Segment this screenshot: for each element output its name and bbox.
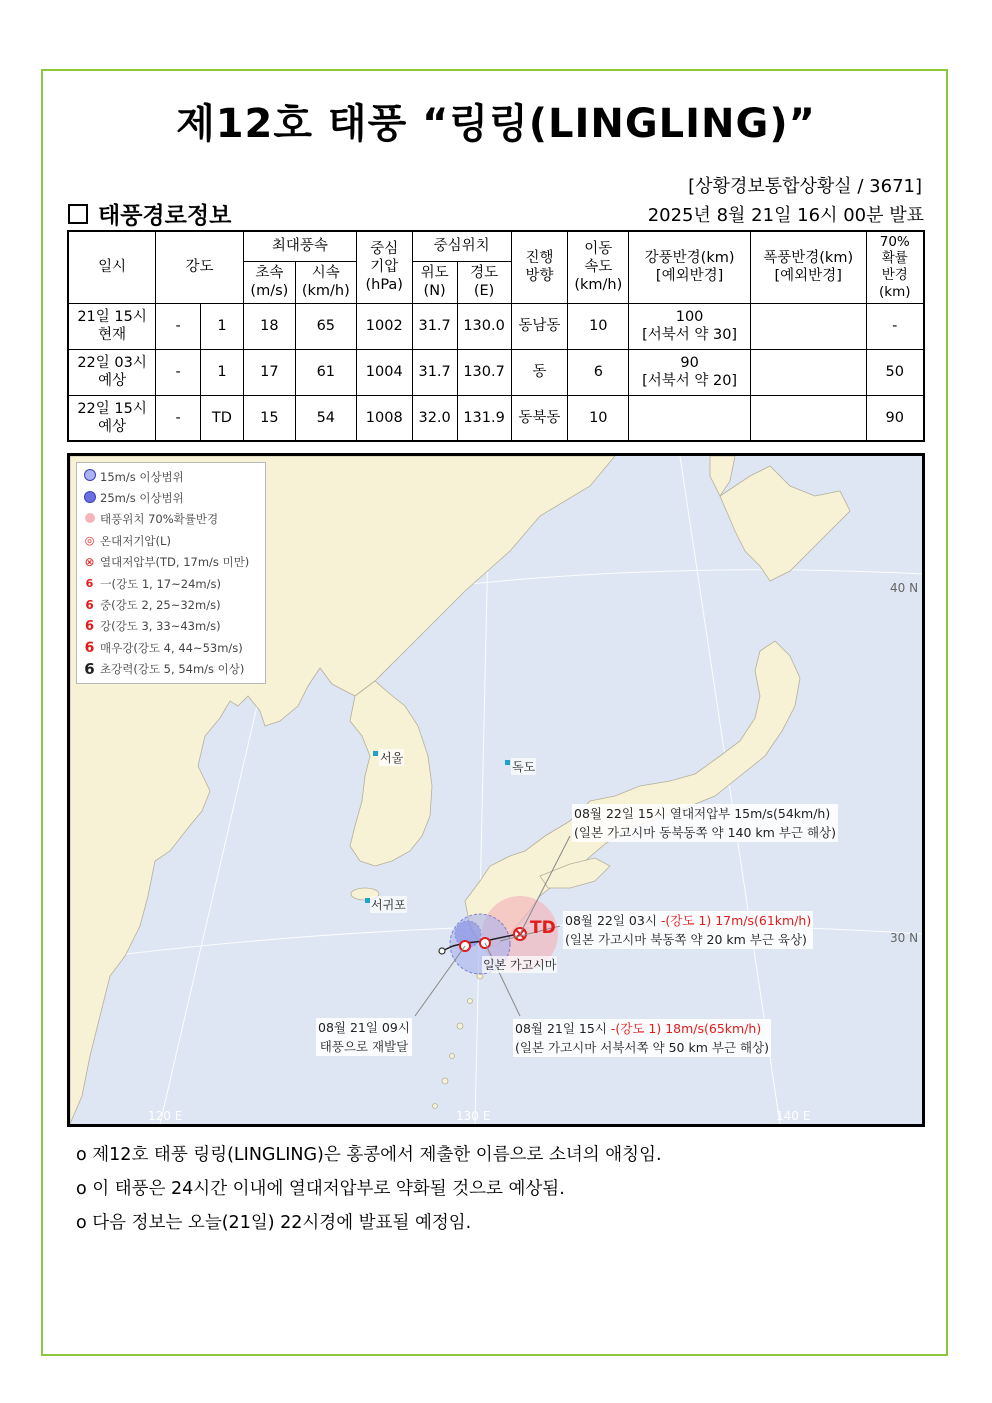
- row-wind-ms: 15: [243, 395, 295, 441]
- legend-item: [77, 466, 265, 487]
- label-40n: 40 N: [890, 581, 919, 595]
- row-prob: -: [866, 303, 924, 349]
- row-wind-kmh: 65: [295, 303, 356, 349]
- row-prob: 50: [866, 349, 924, 395]
- section-title: 태풍경로정보: [98, 203, 232, 229]
- row-storm: [750, 303, 866, 349]
- legend-label: 매우강(강도 4, 44~53m/s): [100, 640, 243, 655]
- legend-label: 온대저기압(L): [100, 533, 171, 548]
- row-intensity: 1: [201, 349, 244, 395]
- header-wind-ms: 초속 (m/s): [243, 261, 295, 303]
- header-storm-radius: 폭풍반경(km) [예외반경]: [750, 231, 866, 303]
- legend-label: 강(강도 3, 33~43m/s): [100, 619, 221, 634]
- past-position-icon: [439, 948, 445, 954]
- table-row: [68, 303, 924, 349]
- legend-item: [77, 530, 265, 551]
- row-lon: 130.0: [457, 303, 511, 349]
- row-wind-kmh: 61: [295, 349, 356, 395]
- row-speed: 10: [568, 303, 629, 349]
- header-wind-kmh: 시속 (km/h): [295, 261, 356, 303]
- legend-label: 一(강도 1, 17~24m/s): [100, 576, 221, 591]
- row-intensity: 1: [201, 303, 244, 349]
- label-130e: 130 E: [456, 1109, 491, 1123]
- legend-label: 태풍위치 70%확률반경: [100, 512, 219, 527]
- place-dokdo: 독도: [512, 760, 536, 774]
- place-seogwipo: 서귀포: [371, 898, 406, 912]
- header-prob70: 70% 확률 반경 (km): [866, 231, 924, 303]
- header-gale-radius: 강풍반경(km) [예외반경]: [629, 231, 751, 303]
- legend-item: [77, 637, 265, 658]
- row-speed: 6: [568, 349, 629, 395]
- label-30n: 30 N: [890, 931, 919, 945]
- legend-label: 15m/s 이상범위: [100, 469, 184, 484]
- typhoon-track-table: [67, 230, 925, 442]
- row-wind-ms: 18: [243, 303, 295, 349]
- typhoon-level3-icon: 6: [84, 618, 95, 634]
- header-speed: 이동 속도 (km/h): [568, 231, 629, 303]
- row-intensity: TD: [201, 395, 244, 441]
- typhoon-level2-icon: 6: [85, 598, 94, 613]
- circle-light-blue: [83, 469, 96, 484]
- section-heading: [68, 197, 231, 230]
- note-line: o 다음 정보는 오늘(21일) 22시경에 발표될 예정임.: [76, 1213, 472, 1233]
- row-pressure: 1004: [356, 349, 412, 395]
- row-col1: -: [156, 303, 201, 349]
- legend-item: [77, 487, 265, 508]
- typhoon-level5-icon: 6: [84, 660, 95, 679]
- extratropical-low-icon: ◎: [84, 534, 95, 548]
- label-140e: 140 E: [776, 1109, 811, 1123]
- row-direction: 동: [511, 349, 568, 395]
- row-wind-ms: 17: [243, 349, 295, 395]
- place-seoul: 서울: [380, 751, 404, 765]
- row-storm: [750, 349, 866, 395]
- legend-label: 중(강도 2, 25~32m/s): [100, 598, 221, 613]
- typhoon-track-map: [67, 453, 925, 1127]
- row-prob: 90: [866, 395, 924, 441]
- notes: [76, 1138, 662, 1240]
- seoul-marker-icon: [373, 751, 378, 756]
- office-contact: [상황경보통합상황실 / 3671]: [688, 176, 922, 197]
- row-storm: [750, 395, 866, 441]
- row-wind-kmh: 54: [295, 395, 356, 441]
- row-direction: 동북동: [511, 395, 568, 441]
- legend-item: [77, 616, 265, 637]
- header-datetime: 일시: [68, 231, 156, 303]
- place-kagoshima: 일본 가고시마: [483, 958, 557, 972]
- dokdo-marker-icon: [505, 760, 510, 765]
- note-line: o 제12호 태풍 링링(LINGLING)은 홍콩에서 제출한 이름으로 소녀의 애칭임.: [76, 1145, 662, 1165]
- row-gale: [629, 395, 751, 441]
- row-datetime: 22일 15시 예상: [68, 395, 156, 441]
- row-pressure: 1008: [356, 395, 412, 441]
- legend-item: [77, 659, 265, 680]
- header-direction: 진행 방향: [511, 231, 568, 303]
- row-pressure: 1002: [356, 303, 412, 349]
- issued-time: 2025년 8월 21일 16시 00분 발표: [647, 205, 924, 226]
- row-gale: 100 [서북서 약 30]: [629, 303, 751, 349]
- map-legend: [76, 462, 266, 684]
- typhoon-level4-icon: 6: [84, 639, 95, 656]
- header-lon: 경도 (E): [457, 261, 511, 303]
- header-pressure: 중심 기압 (hPa): [356, 231, 412, 303]
- row-lat: 31.7: [412, 303, 457, 349]
- header-lat: 위도 (N): [412, 261, 457, 303]
- tropical-depression-icon: ⊗: [84, 555, 95, 570]
- typhoon-level1-icon: 6: [85, 577, 94, 591]
- row-gale: 90 [서북서 약 20]: [629, 349, 751, 395]
- checkbox-icon: [68, 204, 88, 224]
- annotation-22d15h: 08월 22일 15시 열대저압부 15m/s(54km/h) (일본 가고시마 동북동쪽 약 140 km 부근 해상): [574, 806, 836, 840]
- row-col1: -: [156, 395, 201, 441]
- legend-item: [77, 509, 265, 530]
- label-120e: 120 E: [148, 1109, 183, 1123]
- row-direction: 동남동: [511, 303, 568, 349]
- annotation-21d09h: 08월 21일 09시 태풍으로 재발달: [318, 1020, 410, 1054]
- legend-item: [77, 594, 265, 615]
- legend-label: 초강력(강도 5, 54m/s 이상): [100, 662, 245, 677]
- row-lat: 31.7: [412, 349, 457, 395]
- td-label: TD: [530, 918, 556, 938]
- page-title: 제12호 태풍 “링링(LINGLING)”: [176, 101, 816, 147]
- row-lat: 32.0: [412, 395, 457, 441]
- legend-label: 열대저압부(TD, 17m/s 미만): [100, 555, 250, 570]
- header-center: 중심위치: [412, 231, 511, 261]
- annotation-21d15h: 08월 21일 15시 -(강도 1) 18m/s(65km/h) (일본 가고시마 서북서쪽 약 50 km 부근 해상): [515, 1021, 770, 1055]
- row-lon: 130.7: [457, 349, 511, 395]
- header-intensity: 강도: [156, 231, 244, 303]
- row-col1: -: [156, 349, 201, 395]
- table-row: [68, 349, 924, 395]
- row-lon: 131.9: [457, 395, 511, 441]
- annotation-22d03h: 08월 22일 03시 -(강도 1) 17m/s(61km/h) (일본 가고시마 북동쪽 약 20 km 부근 육상): [565, 913, 812, 947]
- legend-label: 25m/s 이상범위: [100, 491, 184, 506]
- note-line: o 이 태풍은 24시간 이내에 열대저압부로 약화될 것으로 예상됨.: [76, 1179, 565, 1199]
- row-datetime: 21일 15시 현재: [68, 303, 156, 349]
- table-row: [68, 395, 924, 441]
- row-datetime: 22일 03시 예상: [68, 349, 156, 395]
- row-speed: 10: [568, 395, 629, 441]
- legend-item: [77, 573, 265, 594]
- circle-pink: [83, 512, 96, 526]
- header-max-wind: 최대풍속: [243, 231, 356, 261]
- circle-blue: [83, 491, 96, 506]
- legend-item: [77, 552, 265, 573]
